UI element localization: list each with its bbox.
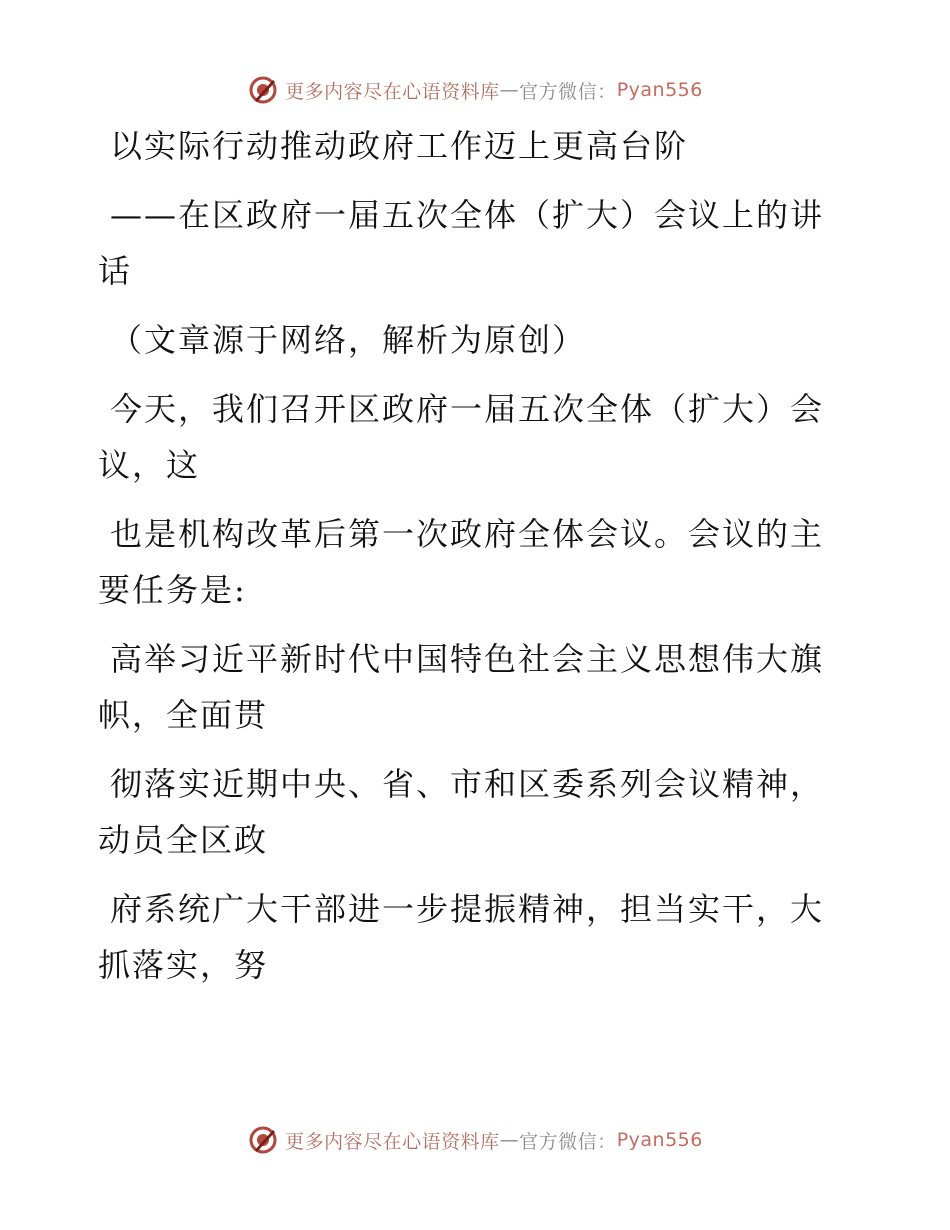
paragraph-5-line-1: 府系统广大干部进一步提振精神，担当实干，大 — [110, 890, 825, 928]
banner-separator: — — [499, 1129, 520, 1151]
banner-account-label: 官方微信： — [519, 1130, 617, 1153]
paragraph-2-line-1: 也是机构改革后第一次政府全体会议。会议的主 — [110, 515, 825, 553]
banner-account-id: Pyan556 — [616, 79, 703, 101]
paragraph-3-line-2: 帜，全面贯 — [98, 696, 269, 734]
banner-account-id: Pyan556 — [616, 1129, 703, 1151]
banner-separator: — — [499, 79, 520, 101]
document-subtitle-line-2: 话 — [98, 252, 133, 290]
document-title: 以实际行动推动政府工作迈上更高台阶 — [110, 127, 689, 165]
logo-icon — [247, 74, 279, 106]
paragraph-4-line-2: 动员全区政 — [98, 821, 269, 859]
banner-account-label: 官方微信： — [519, 80, 617, 103]
logo-icon — [247, 1124, 279, 1156]
paragraph-4-line-1: 彻落实近期中央、省、市和区委系列会议精神， — [110, 765, 825, 803]
source-note: （文章源于网络，解析为原创） — [110, 321, 587, 359]
banner-site-name: 更多内容尽在心语资料库 — [285, 1130, 500, 1153]
paragraph-1-line-2: 议，这 — [98, 446, 201, 484]
paragraph-3-line-1: 高举习近平新时代中国特色社会主义思想伟大旗 — [110, 640, 825, 678]
paragraph-5-line-2: 抓落实，努 — [98, 946, 269, 984]
banner-site-name: 更多内容尽在心语资料库 — [285, 80, 500, 103]
paragraph-2-line-2: 要任务是: — [98, 571, 247, 609]
paragraph-1-line-1: 今天，我们召开区政府一届五次全体（扩大）会 — [110, 390, 825, 428]
document-body — [98, 118, 828, 993]
header-banner — [0, 70, 950, 110]
footer-banner — [0, 1120, 950, 1160]
document-subtitle-line-1: ——在区政府一届五次全体（扩大）会议上的讲 — [110, 196, 825, 234]
